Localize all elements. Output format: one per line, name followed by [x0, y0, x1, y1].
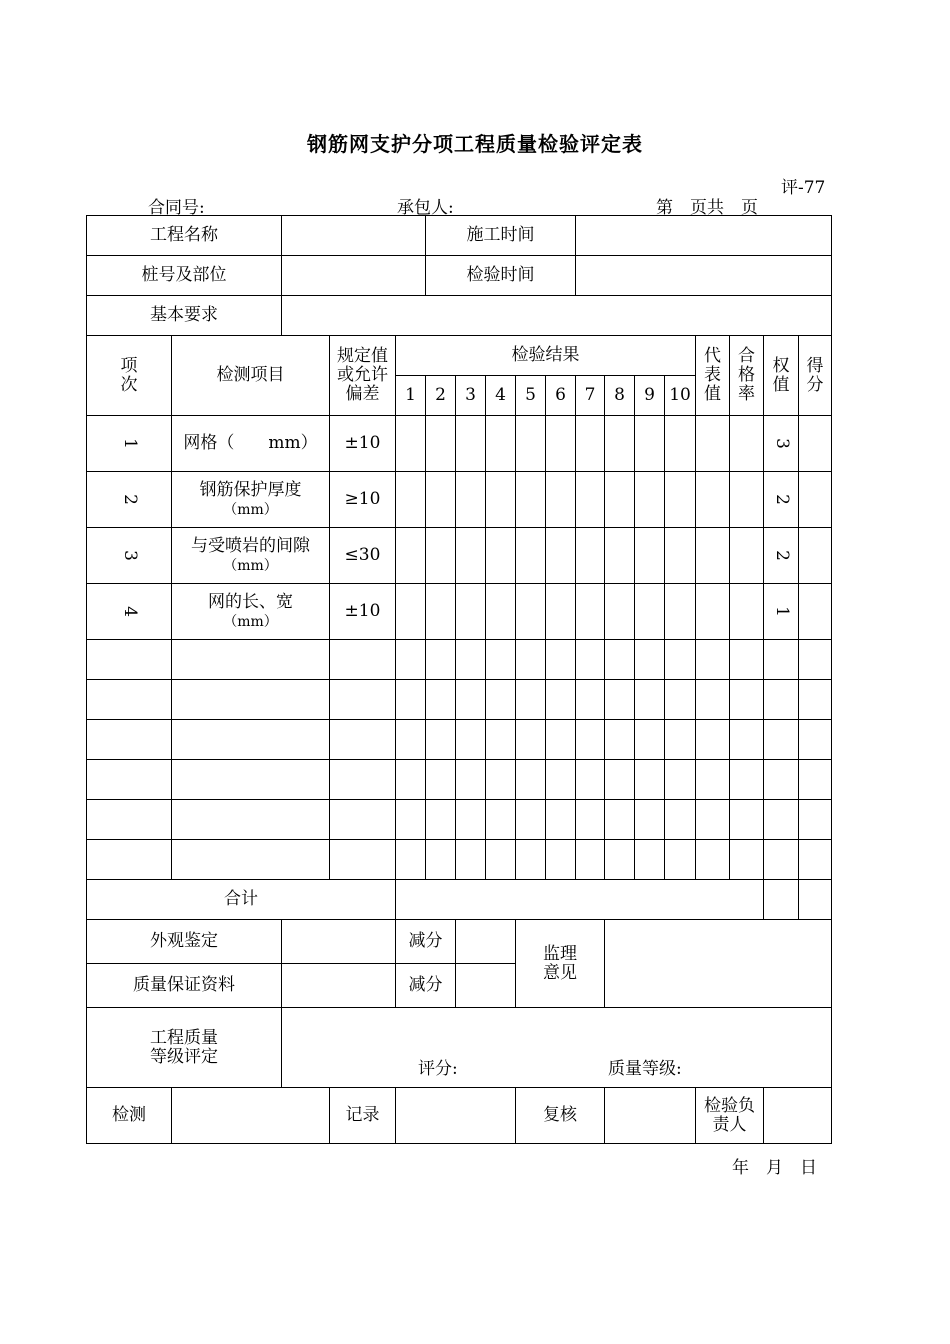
result-col-10: 10: [665, 376, 696, 416]
result-cell[interactable]: [665, 472, 696, 528]
row-item-main: 网格（ mm）: [183, 433, 318, 453]
blank-cell[interactable]: [799, 800, 832, 840]
blank-cell[interactable]: [799, 720, 832, 760]
pass-rate-cell[interactable]: [730, 528, 764, 584]
result-cell[interactable]: [426, 528, 456, 584]
row-item-main: 网的长、宽: [208, 591, 293, 612]
blank-cell[interactable]: [87, 760, 172, 800]
blank-cell[interactable]: [516, 720, 546, 760]
construction-time-label: 施工时间: [426, 216, 576, 256]
blank-cell[interactable]: [516, 800, 546, 840]
page-title: 钢筋网支护分项工程质量检验评定表: [307, 132, 643, 156]
blank-cell[interactable]: [764, 800, 799, 840]
score-cell[interactable]: [799, 416, 832, 472]
result-cell[interactable]: [486, 584, 516, 640]
row-weight: 2: [771, 494, 792, 505]
blank-cell[interactable]: [456, 720, 486, 760]
blank-cell[interactable]: [330, 840, 396, 880]
spec-header: [330, 336, 396, 416]
total-weight[interactable]: [764, 880, 799, 920]
weight-header-line2: 值: [772, 374, 790, 395]
blank-cell[interactable]: [576, 720, 605, 760]
table-row: [87, 472, 832, 528]
row-no-cell: [87, 528, 172, 584]
blank-row: [87, 760, 832, 800]
basic-requirements-value[interactable]: [282, 296, 832, 336]
blank-cell[interactable]: [456, 680, 486, 720]
page-count-label: 第 页共 页: [656, 198, 758, 218]
supervision-label: [516, 920, 605, 1008]
blank-cell[interactable]: [87, 720, 172, 760]
test-signature[interactable]: [172, 1088, 330, 1144]
blank-cell[interactable]: [426, 720, 456, 760]
blank-cell[interactable]: [665, 640, 696, 680]
blank-cell[interactable]: [665, 720, 696, 760]
blank-cell[interactable]: [516, 680, 546, 720]
row-item-unit: （mm）: [223, 557, 278, 574]
deduct-value-1[interactable]: [456, 920, 516, 964]
result-cell[interactable]: [605, 472, 635, 528]
result-cell[interactable]: [635, 416, 665, 472]
blank-cell[interactable]: [799, 680, 832, 720]
inspection-time-label: 检验时间: [426, 256, 576, 296]
blank-cell[interactable]: [576, 680, 605, 720]
blank-cell[interactable]: [456, 840, 486, 880]
blank-cell[interactable]: [730, 720, 764, 760]
blank-cell[interactable]: [605, 800, 635, 840]
result-col-5: 5: [516, 376, 546, 416]
supervision-opinion[interactable]: [605, 920, 832, 1008]
blank-cell[interactable]: [486, 640, 516, 680]
rep-value-cell[interactable]: [696, 416, 730, 472]
score-cell[interactable]: [799, 472, 832, 528]
rep-value-cell[interactable]: [696, 528, 730, 584]
row-item: [172, 416, 330, 472]
result-cell[interactable]: [396, 584, 426, 640]
result-cell[interactable]: [576, 472, 605, 528]
item-no-header-line1: 项: [120, 355, 138, 376]
blank-cell[interactable]: [172, 840, 330, 880]
result-col-3: 3: [456, 376, 486, 416]
blank-cell[interactable]: [764, 720, 799, 760]
blank-cell[interactable]: [330, 800, 396, 840]
blank-cell[interactable]: [730, 840, 764, 880]
blank-cell[interactable]: [764, 760, 799, 800]
blank-cell[interactable]: [665, 840, 696, 880]
results-header: 检验结果: [396, 336, 696, 376]
project-name-value[interactable]: [282, 216, 426, 256]
blank-cell[interactable]: [546, 720, 576, 760]
row-item-unit: （mm）: [223, 613, 278, 630]
result-cell[interactable]: [665, 528, 696, 584]
pass-rate-cell[interactable]: [730, 584, 764, 640]
total-score[interactable]: [799, 880, 832, 920]
appearance-value[interactable]: [282, 920, 396, 964]
blank-cell[interactable]: [635, 720, 665, 760]
blank-row: [87, 680, 832, 720]
blank-cell[interactable]: [635, 840, 665, 880]
test-item-header: 检测项目: [172, 336, 330, 416]
blank-cell[interactable]: [396, 840, 426, 880]
responsible-label: [696, 1088, 764, 1144]
weight-cell: [764, 584, 799, 640]
result-cell[interactable]: [605, 416, 635, 472]
deduct-label-1: 减分: [396, 920, 456, 964]
blank-cell[interactable]: [172, 640, 330, 680]
result-cell[interactable]: [605, 528, 635, 584]
blank-cell[interactable]: [546, 800, 576, 840]
review-signature[interactable]: [605, 1088, 696, 1144]
spec-header-line1: 规定值: [337, 346, 388, 366]
blank-cell[interactable]: [456, 800, 486, 840]
row-no-cell: [87, 584, 172, 640]
blank-cell[interactable]: [396, 720, 426, 760]
supervision-line2: 意见: [543, 962, 578, 983]
result-cell[interactable]: [486, 416, 516, 472]
row-no: 4: [119, 606, 140, 617]
basic-requirements-label: 基本要求: [87, 296, 282, 336]
total-value[interactable]: [396, 880, 764, 920]
total-row: [87, 880, 832, 920]
blank-cell[interactable]: [730, 760, 764, 800]
result-cell[interactable]: [456, 472, 486, 528]
blank-cell[interactable]: [546, 640, 576, 680]
row-weight: 3: [771, 438, 792, 449]
blank-cell[interactable]: [764, 640, 799, 680]
blank-cell[interactable]: [546, 760, 576, 800]
result-cell[interactable]: [576, 416, 605, 472]
row-weight: 1: [771, 606, 792, 617]
station-label: 桩号及部位: [87, 256, 282, 296]
result-cell[interactable]: [426, 584, 456, 640]
blank-cell[interactable]: [730, 800, 764, 840]
blank-cell[interactable]: [696, 680, 730, 720]
result-cell[interactable]: [456, 528, 486, 584]
result-col-6: 6: [546, 376, 576, 416]
blank-cell[interactable]: [799, 640, 832, 680]
total-label: 合计: [87, 880, 396, 920]
rep-value-cell[interactable]: [696, 472, 730, 528]
result-cell[interactable]: [516, 416, 546, 472]
blank-cell[interactable]: [87, 680, 172, 720]
blank-cell[interactable]: [764, 680, 799, 720]
blank-cell[interactable]: [576, 840, 605, 880]
result-cell[interactable]: [546, 584, 576, 640]
result-cell[interactable]: [665, 416, 696, 472]
quality-docs-label: 质量保证资料: [87, 964, 282, 1008]
blank-cell[interactable]: [172, 680, 330, 720]
result-cell[interactable]: [516, 472, 546, 528]
blank-cell[interactable]: [576, 640, 605, 680]
row-no-cell: [87, 416, 172, 472]
item-no-header: [87, 336, 172, 416]
blank-cell[interactable]: [546, 680, 576, 720]
pass-header-line3: 率: [738, 384, 756, 404]
result-cell[interactable]: [546, 472, 576, 528]
blank-cell[interactable]: [426, 680, 456, 720]
score-cell[interactable]: [799, 584, 832, 640]
result-cell[interactable]: [635, 528, 665, 584]
result-cell[interactable]: [635, 472, 665, 528]
blank-cell[interactable]: [330, 640, 396, 680]
row-item: [172, 528, 330, 584]
score-cell[interactable]: [799, 528, 832, 584]
blank-cell[interactable]: [426, 840, 456, 880]
table-row: [87, 416, 832, 472]
row-no: 1: [119, 438, 140, 449]
date-label: 年 月 日: [732, 1158, 817, 1178]
deduct-label-2: 减分: [396, 964, 456, 1008]
result-col-2: 2: [426, 376, 456, 416]
blank-cell[interactable]: [605, 760, 635, 800]
row-no: 3: [119, 550, 140, 561]
blank-cell[interactable]: [172, 720, 330, 760]
blank-cell[interactable]: [396, 680, 426, 720]
blank-cell[interactable]: [486, 840, 516, 880]
test-label: 检测: [87, 1088, 172, 1144]
blank-cell[interactable]: [486, 800, 516, 840]
result-cell[interactable]: [456, 584, 486, 640]
result-cell[interactable]: [635, 584, 665, 640]
pass-rate-header: [730, 336, 764, 416]
row-item: [172, 472, 330, 528]
pass-rate-cell[interactable]: [730, 416, 764, 472]
blank-cell[interactable]: [799, 840, 832, 880]
weight-cell: [764, 472, 799, 528]
grade-eval-line1: 工程质量: [150, 1027, 218, 1048]
blank-cell[interactable]: [696, 840, 730, 880]
result-cell[interactable]: [396, 416, 426, 472]
blank-cell[interactable]: [764, 840, 799, 880]
row-item-unit: （mm）: [223, 501, 278, 518]
supervision-line1: 监理: [543, 943, 578, 964]
table-row: [87, 528, 832, 584]
result-cell[interactable]: [516, 584, 546, 640]
spec-header-line2: 或允许: [337, 365, 388, 385]
blank-cell[interactable]: [696, 640, 730, 680]
result-cell[interactable]: [665, 584, 696, 640]
blank-cell[interactable]: [516, 640, 546, 680]
blank-row: [87, 720, 832, 760]
row-no-cell: [87, 472, 172, 528]
blank-cell[interactable]: [172, 800, 330, 840]
spec-header-line3: 偏差: [345, 384, 380, 404]
result-col-7: 7: [576, 376, 605, 416]
score-header: [799, 336, 832, 416]
blank-cell[interactable]: [605, 640, 635, 680]
blank-cell[interactable]: [396, 640, 426, 680]
grade-eval-label: [87, 1008, 282, 1088]
blank-cell[interactable]: [546, 840, 576, 880]
pass-rate-cell[interactable]: [730, 472, 764, 528]
blank-cell[interactable]: [665, 680, 696, 720]
inspection-time-value[interactable]: [576, 256, 832, 296]
blank-cell[interactable]: [516, 760, 546, 800]
blank-cell[interactable]: [426, 800, 456, 840]
construction-time-value[interactable]: [576, 216, 832, 256]
row-item-main: 与受喷岩的间隙: [191, 535, 310, 556]
blank-cell[interactable]: [665, 760, 696, 800]
blank-cell[interactable]: [486, 720, 516, 760]
weight-header: [764, 336, 799, 416]
blank-cell[interactable]: [635, 640, 665, 680]
blank-cell[interactable]: [456, 760, 486, 800]
result-col-8: 8: [605, 376, 635, 416]
blank-cell[interactable]: [635, 800, 665, 840]
blank-cell[interactable]: [330, 720, 396, 760]
blank-cell[interactable]: [635, 680, 665, 720]
result-cell[interactable]: [546, 528, 576, 584]
blank-cell[interactable]: [330, 760, 396, 800]
station-value[interactable]: [282, 256, 426, 296]
result-cell[interactable]: [486, 528, 516, 584]
blank-cell[interactable]: [330, 680, 396, 720]
blank-cell[interactable]: [576, 800, 605, 840]
representative-value-header: [696, 336, 730, 416]
row-spec: ±10: [330, 584, 396, 640]
result-cell[interactable]: [486, 472, 516, 528]
rep-header-line3: 值: [704, 384, 722, 404]
blank-cell[interactable]: [696, 720, 730, 760]
result-col-4: 4: [486, 376, 516, 416]
blank-cell[interactable]: [426, 760, 456, 800]
blank-cell[interactable]: [396, 800, 426, 840]
record-label: 记录: [330, 1088, 396, 1144]
blank-cell[interactable]: [87, 800, 172, 840]
blank-cell[interactable]: [605, 720, 635, 760]
row-no: 2: [119, 494, 140, 505]
result-cell[interactable]: [516, 528, 546, 584]
record-signature[interactable]: [396, 1088, 516, 1144]
row-spec: ≥10: [330, 472, 396, 528]
appearance-label: 外观鉴定: [87, 920, 282, 964]
blank-cell[interactable]: [87, 840, 172, 880]
blank-cell[interactable]: [635, 760, 665, 800]
blank-cell[interactable]: [605, 680, 635, 720]
result-cell[interactable]: [576, 528, 605, 584]
rep-value-cell[interactable]: [696, 584, 730, 640]
rep-header-line2: 表: [704, 365, 722, 385]
row-item: [172, 584, 330, 640]
result-cell[interactable]: [396, 528, 426, 584]
blank-cell[interactable]: [87, 640, 172, 680]
blank-cell[interactable]: [665, 800, 696, 840]
rep-header-line1: 代: [704, 346, 722, 366]
weight-header-line1: 权: [772, 355, 790, 376]
blank-cell[interactable]: [730, 640, 764, 680]
result-col-9: 9: [635, 376, 665, 416]
project-name-label: 工程名称: [87, 216, 282, 256]
score-header-line2: 分: [806, 374, 824, 395]
review-label: 复核: [516, 1088, 605, 1144]
blank-cell[interactable]: [605, 840, 635, 880]
result-col-1: 1: [396, 376, 426, 416]
responsible-signature[interactable]: [764, 1088, 832, 1144]
result-cell[interactable]: [546, 416, 576, 472]
item-no-header-line2: 次: [120, 374, 138, 395]
blank-cell[interactable]: [730, 680, 764, 720]
blank-cell[interactable]: [426, 640, 456, 680]
responsible-line2: 责人: [712, 1114, 747, 1135]
result-cell[interactable]: [426, 472, 456, 528]
blank-cell[interactable]: [696, 800, 730, 840]
grade-label: 质量等级:: [608, 1059, 682, 1079]
blank-cell[interactable]: [396, 760, 426, 800]
blank-cell[interactable]: [799, 760, 832, 800]
result-cell[interactable]: [605, 584, 635, 640]
blank-cell[interactable]: [172, 760, 330, 800]
row-item-main: 钢筋保护厚度: [199, 479, 302, 500]
contractor-label: 承包人:: [397, 198, 454, 218]
score-header-line1: 得: [806, 355, 824, 376]
result-cell[interactable]: [456, 416, 486, 472]
blank-cell[interactable]: [576, 760, 605, 800]
result-cell[interactable]: [576, 584, 605, 640]
result-cell[interactable]: [396, 472, 426, 528]
pass-header-line2: 格: [738, 365, 756, 385]
contract-no-label: 合同号:: [148, 198, 205, 218]
blank-cell[interactable]: [486, 760, 516, 800]
blank-cell[interactable]: [696, 760, 730, 800]
weight-cell: [764, 416, 799, 472]
blank-row: [87, 840, 832, 880]
row-spec: ±10: [330, 416, 396, 472]
blank-cell[interactable]: [516, 840, 546, 880]
quality-docs-value[interactable]: [282, 964, 396, 1008]
weight-cell: [764, 528, 799, 584]
grade-eval-area[interactable]: [282, 1008, 832, 1088]
row-spec: ≤30: [330, 528, 396, 584]
blank-cell[interactable]: [486, 680, 516, 720]
grade-eval-line2: 等级评定: [150, 1046, 218, 1067]
blank-row: [87, 800, 832, 840]
table-row: [87, 584, 832, 640]
score-label: 评分:: [418, 1059, 458, 1079]
deduct-value-2[interactable]: [456, 964, 516, 1008]
responsible-line1: 检验负: [704, 1095, 756, 1116]
pass-header-line1: 合: [738, 346, 756, 366]
row-weight: 2: [771, 550, 792, 561]
form-code: 评-77: [781, 178, 826, 198]
inspection-form-table: [86, 215, 832, 1144]
blank-cell[interactable]: [456, 640, 486, 680]
blank-row: [87, 640, 832, 680]
result-cell[interactable]: [426, 416, 456, 472]
